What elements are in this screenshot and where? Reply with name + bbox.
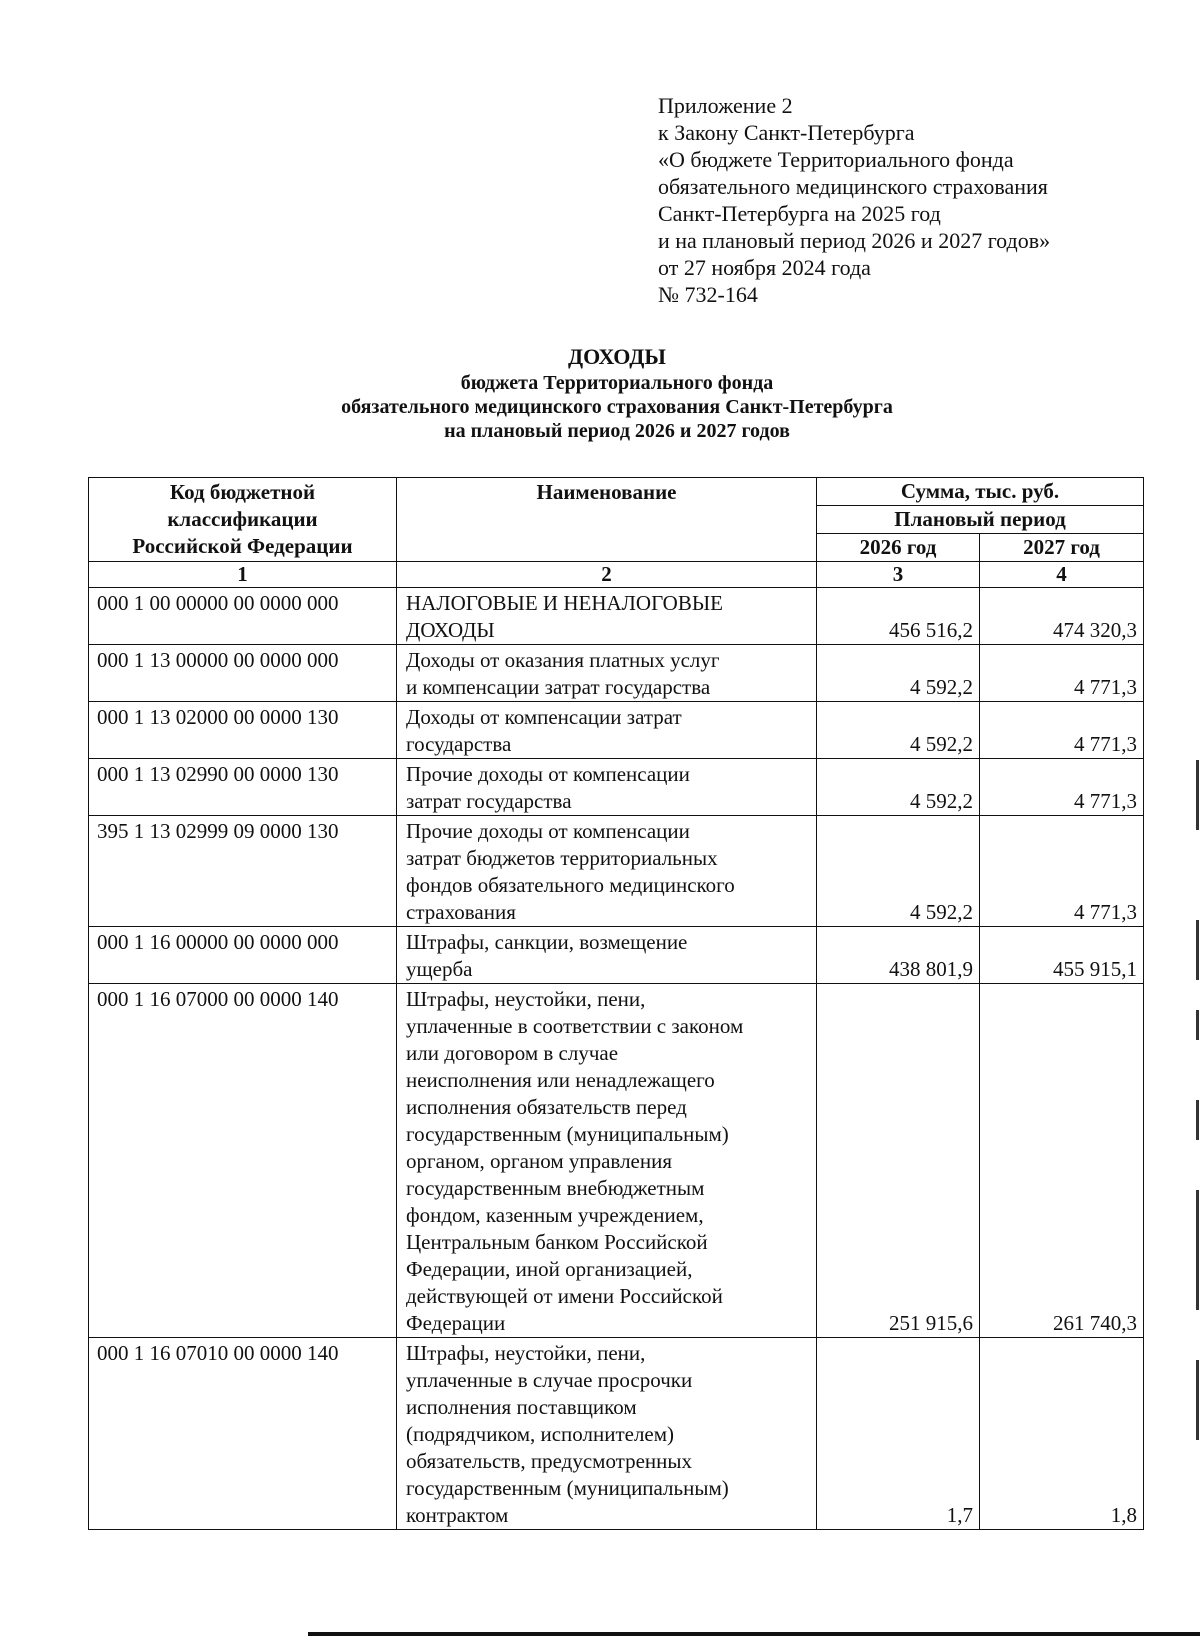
budget-code: 000 1 13 00000 00 0000 000 (89, 645, 397, 702)
document-subtitle-line: бюджета Территориального фонда (460, 372, 774, 394)
income-name-line: Прочие доходы от компенсации (406, 819, 690, 843)
appendix-reference (658, 92, 1178, 308)
income-name-line: затрат бюджетов территориальных (406, 846, 718, 870)
appendix-line: Приложение 2 (658, 93, 793, 118)
appendix-line: «О бюджете Территориального фонда (658, 147, 1014, 172)
amount-2027: 4 771,3 (980, 816, 1144, 927)
income-name (397, 1338, 817, 1530)
income-name-line: органом, органом управления (406, 1149, 673, 1173)
amount-2027: 261 740,3 (980, 984, 1144, 1338)
income-name-line: исполнения обязательств перед (406, 1095, 687, 1119)
table-row (89, 927, 1144, 984)
budget-code: 000 1 00 00000 00 0000 000 (89, 588, 397, 645)
scan-edge-marks (1196, 760, 1199, 1480)
amount-2026: 4 592,2 (817, 759, 980, 816)
income-name-line: контрактом (406, 1503, 509, 1527)
header-period: Плановый период (817, 506, 1144, 534)
income-name (397, 816, 817, 927)
income-name-line: НАЛОГОВЫЕ И НЕНАЛОГОВЫЕ (406, 591, 723, 615)
income-name-line: уплаченные в случае просрочки (406, 1368, 693, 1392)
amount-2027: 4 771,3 (980, 645, 1144, 702)
income-name (397, 588, 817, 645)
header-year-2026: 2026 год (817, 534, 980, 562)
income-name-line: фондов обязательного медицинского (406, 873, 735, 897)
appendix-line: и на плановый период 2026 и 2027 годов» (658, 228, 1051, 253)
column-number: 4 (980, 562, 1144, 588)
amount-2026: 4 592,2 (817, 702, 980, 759)
income-name-line: Доходы от оказания платных услуг (406, 648, 720, 672)
budget-code: 000 1 16 00000 00 0000 000 (89, 927, 397, 984)
income-name-line: уплаченные в соответствии с законом (406, 1014, 744, 1038)
column-number: 1 (89, 562, 397, 588)
document-subtitle-line: на плановый период 2026 и 2027 годов (444, 420, 790, 442)
income-name-line: Штрафы, неустойки, пени, (406, 1341, 646, 1365)
budget-code: 000 1 13 02990 00 0000 130 (89, 759, 397, 816)
income-table (88, 477, 1144, 1530)
income-name (397, 759, 817, 816)
income-name-line: Прочие доходы от компенсации (406, 762, 690, 786)
amount-2026: 251 915,6 (817, 984, 980, 1338)
table-row (89, 645, 1144, 702)
appendix-line: к Закону Санкт-Петербурга (658, 120, 915, 145)
income-name-line: неисполнения или ненадлежащего (406, 1068, 715, 1092)
appendix-line: обязательного медицинского страхования (658, 174, 1048, 199)
income-name-line: и компенсации затрат государства (406, 675, 711, 699)
header-sum: Сумма, тыс. руб. (817, 478, 1144, 506)
income-name (397, 984, 817, 1338)
table-row (89, 759, 1144, 816)
income-name-line: Федерации, иной организацией, (406, 1257, 693, 1281)
amount-2026: 438 801,9 (817, 927, 980, 984)
income-table-body (89, 588, 1144, 1530)
scan-bottom-rule (308, 1632, 1200, 1636)
income-name-line: фондом, казенным учреждением, (406, 1203, 704, 1227)
header-code-line: классификации (167, 507, 318, 531)
table-row (89, 816, 1144, 927)
header-code (89, 478, 397, 562)
table-row (89, 702, 1144, 759)
budget-code: 395 1 13 02999 09 0000 130 (89, 816, 397, 927)
income-name-line: государственным внебюджетным (406, 1176, 705, 1200)
document-subtitle-line: обязательного медицинского страхования Санкт-Петербурга (341, 396, 893, 418)
income-name-line: Штрафы, неустойки, пени, (406, 987, 646, 1011)
budget-code: 000 1 16 07010 00 0000 140 (89, 1338, 397, 1530)
amount-2027: 455 915,1 (980, 927, 1144, 984)
income-name-line: страхования (406, 900, 516, 924)
document-title: ДОХОДЫ (567, 344, 667, 369)
header-code-line: Российской Федерации (132, 534, 353, 558)
income-name (397, 645, 817, 702)
income-name-line: Федерации (406, 1311, 506, 1335)
amount-2026: 4 592,2 (817, 645, 980, 702)
appendix-line: Санкт-Петербурга на 2025 год (658, 201, 941, 226)
income-name-line: или договором в случае (406, 1041, 619, 1065)
appendix-line: № 732-164 (658, 282, 758, 307)
amount-2027: 4 771,3 (980, 759, 1144, 816)
income-name-line: обязательств, предусмотренных (406, 1449, 693, 1473)
income-name-line: затрат государства (406, 789, 572, 813)
income-name-line: Центральным банком Российской (406, 1230, 708, 1254)
header-year-2027: 2027 год (980, 534, 1144, 562)
budget-code: 000 1 13 02000 00 0000 130 (89, 702, 397, 759)
income-name-line: ДОХОДЫ (406, 618, 495, 642)
table-row (89, 984, 1144, 1338)
amount-2027: 4 771,3 (980, 702, 1144, 759)
income-name-line: государственным (муниципальным) (406, 1476, 729, 1500)
amount-2026: 456 516,2 (817, 588, 980, 645)
income-name-line: Штрафы, санкции, возмещение (406, 930, 688, 954)
amount-2026: 4 592,2 (817, 816, 980, 927)
budget-code: 000 1 16 07000 00 0000 140 (89, 984, 397, 1338)
income-table-header (89, 478, 1144, 588)
header-name: Наименование (397, 478, 817, 562)
income-name-line: исполнения поставщиком (406, 1395, 637, 1419)
table-row (89, 1338, 1144, 1530)
income-name-line: государственным (муниципальным) (406, 1122, 729, 1146)
income-name-line: Доходы от компенсации затрат (406, 705, 682, 729)
table-row (89, 588, 1144, 645)
income-name-line: государства (406, 732, 512, 756)
header-code-line: Код бюджетной (169, 480, 316, 504)
income-name-line: ущерба (406, 957, 473, 981)
income-name-line: действующей от имени Российской (406, 1284, 723, 1308)
income-name (397, 927, 817, 984)
appendix-line: от 27 ноября 2024 года (658, 255, 871, 280)
amount-2027: 1,8 (980, 1338, 1144, 1530)
column-number: 3 (817, 562, 980, 588)
amount-2027: 474 320,3 (980, 588, 1144, 645)
income-name-line: (подрядчиком, исполнителем) (406, 1422, 675, 1446)
amount-2026: 1,7 (817, 1338, 980, 1530)
column-number: 2 (397, 562, 817, 588)
income-name (397, 702, 817, 759)
document-heading (0, 344, 1200, 443)
